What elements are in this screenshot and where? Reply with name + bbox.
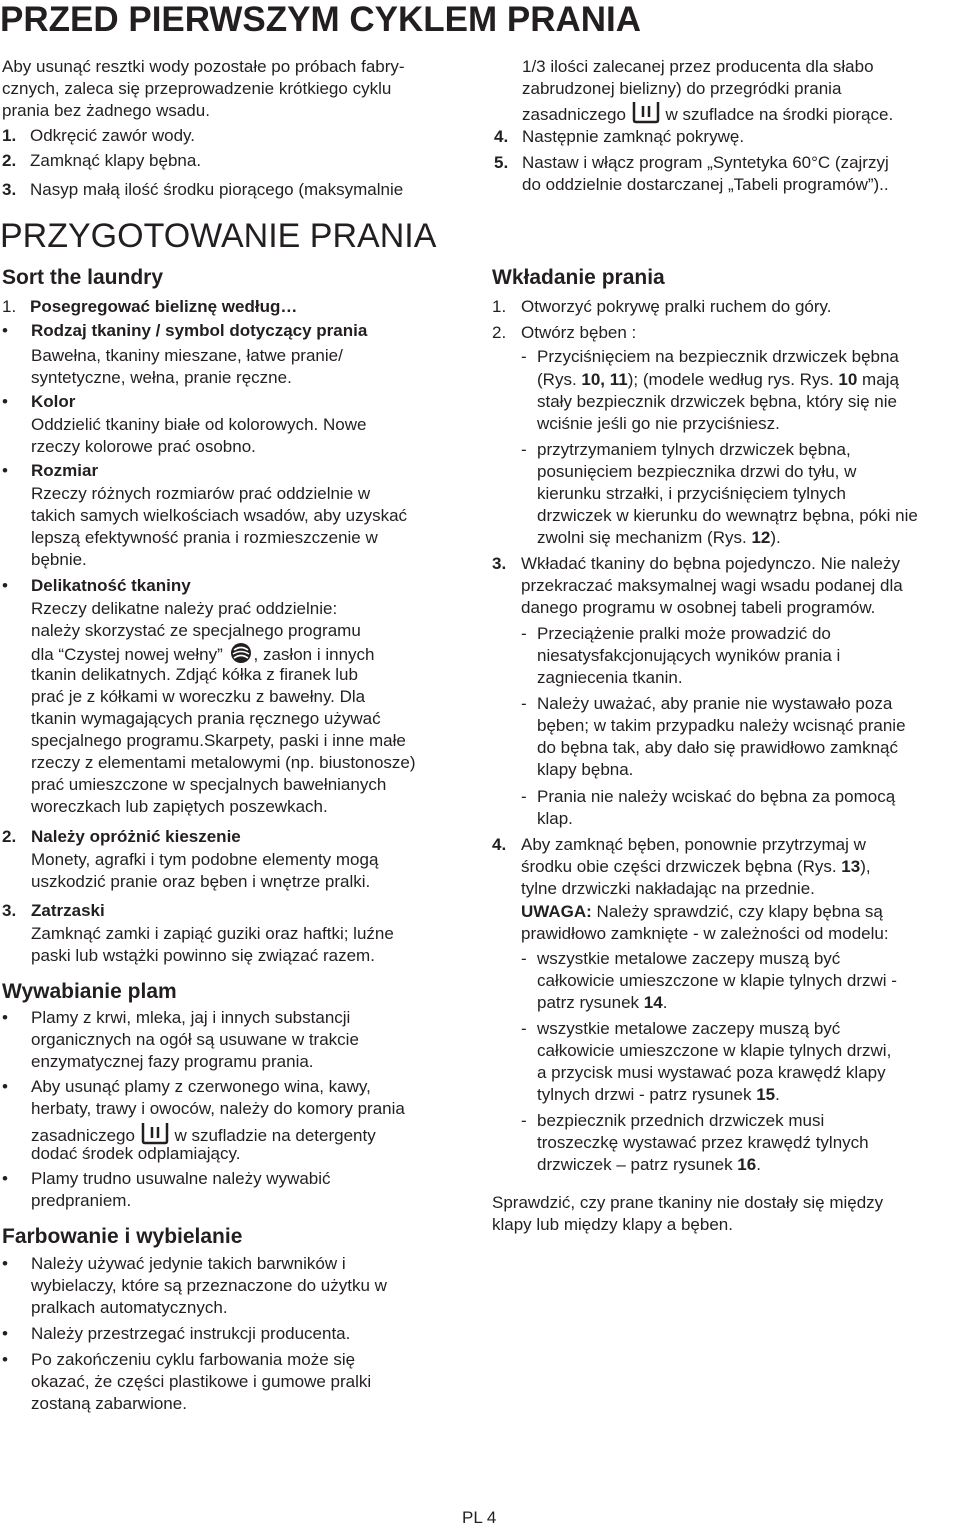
step-number: 1. — [2, 297, 17, 316]
dash-marker: - — [521, 1111, 527, 1130]
bullet-icon: • — [2, 321, 8, 340]
text-run: . — [662, 993, 668, 1012]
step-number: 1. — [2, 126, 17, 145]
note-label: UWAGA: — [521, 902, 592, 921]
note-text: Należy sprawdzić, czy klapy bębna są — [591, 902, 883, 921]
figure-ref: 14 — [643, 993, 663, 1012]
dash-text — [537, 527, 781, 549]
bullet-text: tkanin delikatnych. Zdjąć kółka z firanek lub — [31, 665, 358, 684]
step-number: 1. — [492, 297, 507, 316]
dash-text: stały bezpiecznik drzwiczek bębna, który się nie — [537, 392, 897, 411]
dash-text: klapy bębna. — [537, 760, 634, 779]
dash-text: całkowicie umieszczone w klapie tylnych drzwi - — [537, 971, 897, 990]
bullet-text: okazać, że części plastikowe i gumowe pralki — [31, 1372, 372, 1391]
step-text: Wkładać tkaniny do bębna pojedynczo. Nie należy — [521, 554, 900, 573]
text-run: ), — [860, 857, 871, 876]
step-number: 3. — [2, 180, 17, 199]
page-title: PRZED PIERWSZYM CYKLEM PRANIA — [0, 0, 642, 39]
step-number: 5. — [494, 153, 509, 172]
bullet-text: herbaty, trawy i owoców, należy do komory prania — [31, 1099, 405, 1118]
text-run: (Rys. — [537, 370, 582, 389]
page-number: PL 4 — [462, 1508, 497, 1527]
figure-ref: 10 — [838, 370, 858, 389]
dash-text: posunięciem bezpiecznika drzwi do tyłu, w — [537, 462, 857, 481]
figure-ref: 15 — [756, 1085, 776, 1104]
intro-line: prania bez żadnego wsadu. — [2, 101, 210, 120]
bullet-text: prać je z kółkami w woreczku z bawełny. Dla — [31, 687, 366, 706]
bullet-text: Należy używać jedynie takich barwników i — [31, 1254, 346, 1273]
dash-text: klap. — [537, 809, 573, 828]
figure-ref: 13 — [841, 857, 861, 876]
dash-text: Przyciśnięciem na bezpiecznik drzwiczek bębna — [537, 347, 899, 366]
bullet-text: tkanin wymagających prania ręcznego używać — [31, 709, 381, 728]
dash-text: wszystkie metalowe zaczepy muszą być — [537, 1019, 841, 1038]
compartment-text-after: w szufladce na środki piorące. — [665, 105, 894, 124]
bullet-icon: • — [2, 1077, 8, 1096]
bullet-text: pralkach automatycznych. — [31, 1298, 228, 1317]
wool-line — [31, 642, 374, 666]
text-run: mają — [857, 370, 899, 389]
dash-text: całkowicie umieszczone w klapie tylnych drzwi, — [537, 1041, 892, 1060]
note-line — [521, 901, 883, 923]
bullet-icon: • — [2, 1254, 8, 1273]
step-text — [521, 856, 871, 878]
step-number: 2. — [2, 827, 17, 846]
step-text: Otworzyć pokrywę pralki ruchem do góry. — [521, 297, 832, 316]
continuation-line: zabrudzonej bielizny) do przegródki prania — [522, 79, 842, 98]
dash-text: Prania nie należy wciskać do bębna za pomocą — [537, 787, 896, 806]
bullet-text: Bawełna, tkaniny mieszane, łatwe pranie/ — [31, 346, 343, 365]
dash-text: wszystkie metalowe zaczepy muszą być — [537, 949, 841, 968]
step-text: Nastaw i włącz program „Syntetyka 60°C (zajrzyj — [522, 153, 889, 172]
bullet-text: organicznych na ogół są usuwane w trakcie — [31, 1030, 359, 1049]
step-number: 4. — [492, 835, 507, 854]
bullet-icon: • — [2, 1324, 8, 1343]
dash-text: do bębna tak, aby dało się prawidłowo zamknąć — [537, 738, 898, 757]
subsection-title: Farbowanie i wybielanie — [2, 1225, 243, 1248]
dash-text: bezpiecznik przednich drzwiczek musi — [537, 1111, 825, 1130]
step-text: Posegregować bieliznę według… — [30, 297, 298, 316]
step-number: 4. — [494, 127, 509, 146]
closing-text: klapy lub między klapy a bęben. — [492, 1215, 733, 1234]
text-run: . — [775, 1085, 780, 1104]
figure-ref: 16 — [737, 1155, 757, 1174]
dash-text — [537, 369, 899, 391]
bullet-text: takich samych wielkościach wsadów, aby uzyskać — [31, 506, 408, 525]
step-text: Otwórz bęben : — [521, 323, 637, 342]
dash-text — [537, 1154, 761, 1176]
text-run: tylnych drzwi - patrz rysunek — [537, 1085, 757, 1104]
text-run: ). — [770, 528, 781, 547]
step-text: Aby zamknąć bęben, ponownie przytrzymaj w — [521, 835, 866, 854]
step-text: przekraczać maksymalnej wagi wsadu podanej dla — [521, 576, 903, 595]
detergent-text-before: zasadniczego — [31, 1126, 135, 1145]
bullet-text: enzymatycznej fazy programu prania. — [31, 1052, 314, 1071]
text-run: zwolni się mechanizm (Rys. — [537, 528, 752, 547]
main-wash-compartment-icon — [140, 1121, 170, 1145]
dash-text: Przeciążenie pralki może prowadzić do — [537, 624, 831, 643]
bullet-text: rzeczy z elementami metalowymi (np. biustonosze) — [31, 753, 416, 772]
bullet-title: Rozmiar — [31, 461, 99, 480]
bullet-text: woreczkach lub zapiętych poszewkach. — [31, 797, 328, 816]
dash-marker: - — [521, 949, 527, 968]
intro-line: cznych, zaleca się przeprowadzenie krótkiego cyklu — [2, 79, 392, 98]
dash-text: wciśnie jeśli go nie przyciśniesz. — [537, 414, 780, 433]
bullet-text: Oddzielić tkaniny białe od kolorowych. Nowe — [31, 415, 367, 434]
subsection-title: Wywabianie plam — [2, 980, 177, 1003]
detergent-text-after: w szufladzie na detergenty — [174, 1126, 376, 1145]
subsection-title: Wkładanie prania — [492, 266, 665, 289]
figure-ref: 10, 11 — [581, 370, 628, 389]
bullet-text: dodać środek odplamiający. — [31, 1144, 241, 1163]
bullet-text: predpraniem. — [31, 1191, 132, 1210]
step-title: Należy opróżnić kieszenie — [31, 827, 241, 846]
bullet-title: Kolor — [31, 392, 76, 411]
continuation-line — [522, 100, 893, 126]
compartment-text-before: zasadniczego — [522, 105, 626, 124]
dash-marker: - — [521, 347, 527, 366]
bullet-text: Aby usunąć plamy z czerwonego wina, kawy, — [31, 1077, 371, 1096]
step-text: do oddzielnie dostarczanej „Tabeli programów”).. — [522, 175, 889, 194]
dash-marker: - — [521, 694, 527, 713]
intro-line: Aby usunąć resztki wody pozostałe po próbach fabry- — [2, 57, 405, 76]
step-text: Zamknąć zamki i zapiąć guziki oraz haftki; luźne — [31, 924, 394, 943]
main-wash-compartment-icon — [631, 100, 661, 124]
note-line: prawidłowo zamknięte - w zależności od modelu: — [521, 924, 889, 943]
bullet-text: prać umieszczone w specjalnych bawełnianych — [31, 775, 387, 794]
bullet-icon: • — [2, 1350, 8, 1369]
bullet-text: Po zakończeniu cyklu farbowania może się — [31, 1350, 356, 1369]
step-text: Odkręcić zawór wody. — [30, 126, 196, 145]
step-text: Zamknąć klapy bębna. — [30, 151, 202, 170]
dash-text: Należy uważać, aby pranie nie wystawało poza — [537, 694, 893, 713]
bullet-text: wybielaczy, które są przeznaczone do użytku w — [31, 1276, 387, 1295]
text-run: drzwiczek – patrz rysunek — [537, 1155, 738, 1174]
continuation-line: 1/3 ilości zalecanej przez producenta dla słabo — [522, 57, 874, 76]
text-run: patrz rysunek — [537, 993, 644, 1012]
dash-text: drzwiczek w kierunku do wewnątrz bębna, póki nie — [537, 506, 918, 525]
bullet-icon: • — [2, 1169, 8, 1188]
step-text: Nasyp małą ilość środku piorącego (maksymalnie — [30, 180, 404, 199]
dash-text: kierunku strzałki, i przyciśnięciem tylnych — [537, 484, 846, 503]
step-number: 2. — [2, 151, 17, 170]
text-run: środku obie części drzwiczek bębna (Rys. — [521, 857, 842, 876]
wool-program-icon — [228, 642, 254, 664]
step-text: danego programu w osobnej tabeli programów. — [521, 598, 876, 617]
bullet-icon: • — [2, 576, 8, 595]
dash-text — [537, 992, 667, 1014]
step-number: 3. — [2, 901, 17, 920]
dash-text: troszeczkę wystawać przez krawędź tylnych — [537, 1133, 869, 1152]
section-heading: PRZYGOTOWANIE PRANIA — [0, 217, 437, 255]
bullet-text: Rzeczy różnych rozmiarów prać oddzielnie w — [31, 484, 371, 503]
bullet-text: Rzeczy delikatne należy prać oddzielnie: — [31, 599, 338, 618]
subsection-title: Sort the laundry — [2, 266, 164, 289]
bullet-text: specjalnego programu.Skarpety, paski i inne małe — [31, 731, 406, 750]
dash-marker: - — [521, 1019, 527, 1038]
bullet-text: lepszą efektywność prania i rozmieszczenie w — [31, 528, 378, 547]
bullet-title: Rodzaj tkaniny / symbol dotyczący prania — [31, 321, 368, 340]
step-text: paski lub wstążki powinno się związać razem. — [31, 946, 375, 965]
dash-marker: - — [521, 440, 527, 459]
dash-text: zagniecenia tkanin. — [537, 668, 683, 687]
dash-text — [537, 1084, 780, 1106]
dash-text: niesatysfakcjonujących wyników prania i — [537, 646, 841, 665]
bullet-text: Plamy z krwi, mleka, jaj i innych substancji — [31, 1008, 351, 1027]
step-number: 2. — [492, 323, 507, 342]
bullet-text: Plamy trudno usuwalne należy wywabić — [31, 1169, 331, 1188]
bullet-title: Delikatność tkaniny — [31, 576, 191, 595]
bullet-text: zostaną zabarwione. — [31, 1394, 187, 1413]
dash-text: bęben; w takim przypadku należy wcisnąć pranie — [537, 716, 906, 735]
bullet-icon: • — [2, 1008, 8, 1027]
bullet-text: bębnie. — [31, 550, 87, 569]
closing-text: Sprawdzić, czy prane tkaniny nie dostały się między — [492, 1193, 884, 1212]
bullet-icon: • — [2, 461, 8, 480]
bullet-icon: • — [2, 392, 8, 411]
dash-marker: - — [521, 787, 527, 806]
text-run: ); (modele według rys. Rys. — [627, 370, 839, 389]
step-title: Zatrzaski — [31, 901, 105, 920]
wool-text-after: , zasłon i innych — [253, 645, 375, 664]
step-number: 3. — [492, 554, 507, 573]
bullet-text: rzeczy kolorowe prać osobno. — [31, 437, 256, 456]
bullet-text: należy skorzystać ze specjalnego programu — [31, 621, 361, 640]
step-text: Następnie zamknąć pokrywę. — [522, 127, 745, 146]
dash-text: przytrzymaniem tylnych drzwiczek bębna, — [537, 440, 851, 459]
bullet-text: syntetyczne, wełna, pranie ręczne. — [31, 368, 292, 387]
step-text: tylne drzwiczki nakładając na przednie. — [521, 879, 815, 898]
step-text: uszkodzić pranie oraz bęben i wnętrze pralki. — [31, 872, 371, 891]
dash-text: a przycisk musi wystawać poza krawędź klapy — [537, 1063, 886, 1082]
step-text: Monety, agrafki i tym podobne elementy mogą — [31, 850, 379, 869]
figure-ref: 12 — [751, 528, 771, 547]
bullet-text: Należy przestrzegać instrukcji producenta. — [31, 1324, 351, 1343]
wool-text-before: dla “Czystej nowej wełny” — [31, 645, 223, 664]
dash-marker: - — [521, 624, 527, 643]
text-run: . — [756, 1155, 761, 1174]
